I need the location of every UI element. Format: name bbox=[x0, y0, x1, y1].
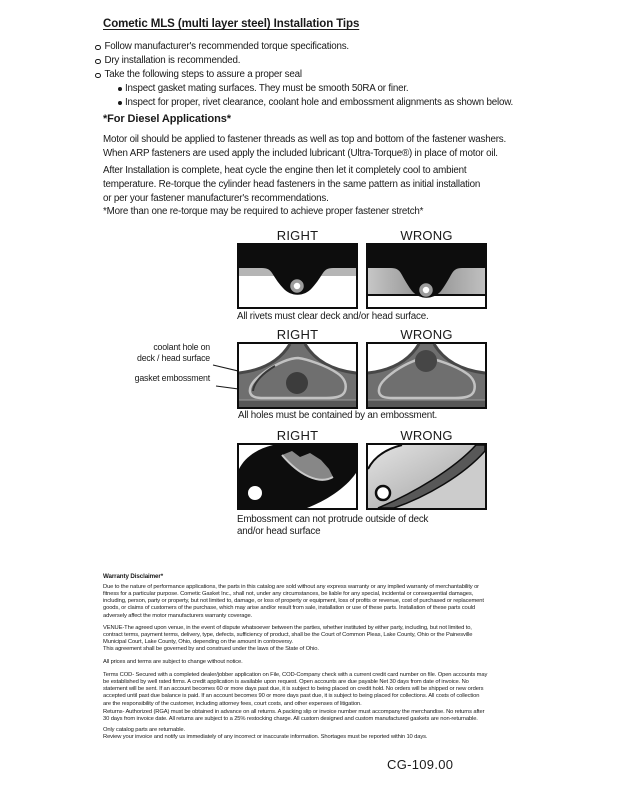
open-bullet-icon bbox=[95, 45, 101, 51]
tips-list bbox=[95, 40, 540, 110]
fig3-caption: Embossment can not protrude outside of deck and/or head surface bbox=[237, 514, 429, 537]
filled-bullet-icon bbox=[118, 87, 122, 91]
protrude-wrong-diagram bbox=[366, 443, 487, 510]
figure-protrude-right bbox=[237, 443, 358, 510]
figure-embossment-wrong bbox=[366, 342, 487, 409]
tip-text: Inspect for proper, rivet clearance, coolant hole and embossment alignments as shown below. bbox=[125, 97, 514, 108]
list-item bbox=[95, 54, 540, 68]
list-item bbox=[95, 68, 540, 82]
fig2-right-label: RIGHT bbox=[276, 327, 319, 342]
coolant-hole-annotation: coolant hole on deck / head surface bbox=[137, 342, 210, 363]
disclaimer-paragraph-returns: Returns- Authorized (RGA) must be obtained in advance on all returns. A packing slip or invoice number must accompany the merchandise. No returns after 30 days from invoice date. All returns are subject to a 25% restocking charge. All custom designed and custom manufactured gaskets are non-returnable. bbox=[103, 709, 485, 723]
fig1-right-label: RIGHT bbox=[276, 228, 319, 243]
gasket-embossment-annotation: gasket embossment bbox=[134, 373, 210, 383]
protrude-right-diagram bbox=[237, 443, 358, 510]
embossment-wrong-diagram bbox=[366, 342, 487, 409]
retorque-note: *More than one re-torque may be required to achieve proper fastener stretch* bbox=[103, 206, 424, 217]
fig1-wrong-label: WRONG bbox=[400, 228, 453, 243]
list-item bbox=[118, 82, 540, 96]
figure-protrude-wrong bbox=[366, 443, 487, 510]
disclaimer-paragraph-catalog: Only catalog parts are returnable. Review your invoice and notify us immediately of any incorrect or inaccurate information. Shortages must be reported within 10 days. bbox=[103, 727, 428, 741]
disclaimer-paragraph-terms: Terms COD- Secured with a completed dealer/jobber application on File, COD-Company check with a current credit card number on file. Open accounts may be established by well rated firms. A credit application is available upon request. Open accounts are due payable Net 30 days from date of invoice. No statement will be sent. If an account becomes 60 or more days past due, it is subject to being placed on credit hold. No orders will be shipped or new orders accepted until past due balance is paid. If an account becomes 90 or more days past due, it is subject to being placed for collections. All costs of collection are the responsibility of the customer, including attorney fees, court costs, and other expenses of litigation. bbox=[103, 672, 488, 707]
page-code: CG-109.00 bbox=[387, 757, 454, 772]
filled-bullet-icon bbox=[118, 101, 122, 105]
figure-rivet-right bbox=[237, 243, 358, 309]
open-bullet-icon bbox=[95, 73, 101, 79]
fig2-wrong-label: WRONG bbox=[400, 327, 453, 342]
rivet-right-diagram bbox=[237, 243, 358, 309]
fig3-right-label: RIGHT bbox=[276, 428, 319, 443]
disclaimer-prices-line: All prices and terms are subject to change without notice. bbox=[103, 659, 243, 665]
list-item bbox=[118, 96, 540, 110]
tip-text: Inspect gasket mating surfaces. They must be smooth 50RA or finer. bbox=[125, 83, 409, 94]
fig1-caption: All rivets must clear deck and/or head surface. bbox=[237, 311, 429, 322]
tip-text: Take the following steps to assure a proper seal bbox=[104, 69, 302, 80]
list-item bbox=[95, 40, 540, 54]
page-title: Cometic MLS (multi layer steel) Installation Tips bbox=[103, 18, 360, 30]
diesel-heading: *For Diesel Applications* bbox=[103, 113, 231, 125]
rivet-wrong-diagram bbox=[366, 243, 487, 309]
warranty-disclaimer-heading: Warranty Disclaimer* bbox=[103, 573, 164, 580]
tip-text: Follow manufacturer's recommended torque specifications. bbox=[104, 41, 349, 52]
fig2-caption: All holes must be contained by an embossment. bbox=[238, 410, 438, 421]
tip-text: Dry installation is recommended. bbox=[104, 55, 241, 66]
diesel-paragraph-2: After Installation is complete, heat cycle the engine then let it completely cool to ambient temperature. Re-torque the cylinder head fasteners in the same pattern as initial installation or per your fastener manufacturer's recommendations. bbox=[103, 165, 481, 204]
disclaimer-paragraph-venue: VENUE-The agreed upon venue, in the event of dispute whatsoever between the parties, whether instituted by either party, including, but not limited to, contract terms, payment terms, delivery, type, defects, sufficiency of product, shall be the Court of Common Pleas, Lake County, Ohio or the Painesville Municipal Court, Lake County, Ohio, depending on the amount in controversy. This agreement shall be governed by and construed under the laws of the State of Ohio. bbox=[103, 625, 473, 653]
fig3-wrong-label: WRONG bbox=[400, 428, 453, 443]
figure-embossment-right bbox=[237, 342, 358, 409]
diesel-paragraph-1: Motor oil should be applied to fastener threads as well as top and bottom of the fastener washers. When ARP fasteners are used apply the included lubricant (Ultra-Torque®) in place of motor oil. bbox=[103, 134, 507, 159]
embossment-right-diagram bbox=[237, 342, 358, 409]
open-bullet-icon bbox=[95, 59, 101, 65]
figure-rivet-wrong bbox=[366, 243, 487, 309]
disclaimer-paragraph-1: Due to the nature of performance applications, the parts in this catalog are sold without any express warranty or any implied warranty of merchantability or fitness for a particular purpose. Cometic Gasket Inc., shall not, under any circumstances, be liable for any special, incidental or consequential damages, including, person, party or property, but not limited to, damage, or loss of property or equipment, loss of profits or revenue, cost of purchased or replacement goods, or claims of customers of the purchase, which may arise and/or result from sale, installation or use of these parts. Installation of these parts could adversely affect the motor manufacturers warranty coverage. bbox=[103, 584, 484, 619]
